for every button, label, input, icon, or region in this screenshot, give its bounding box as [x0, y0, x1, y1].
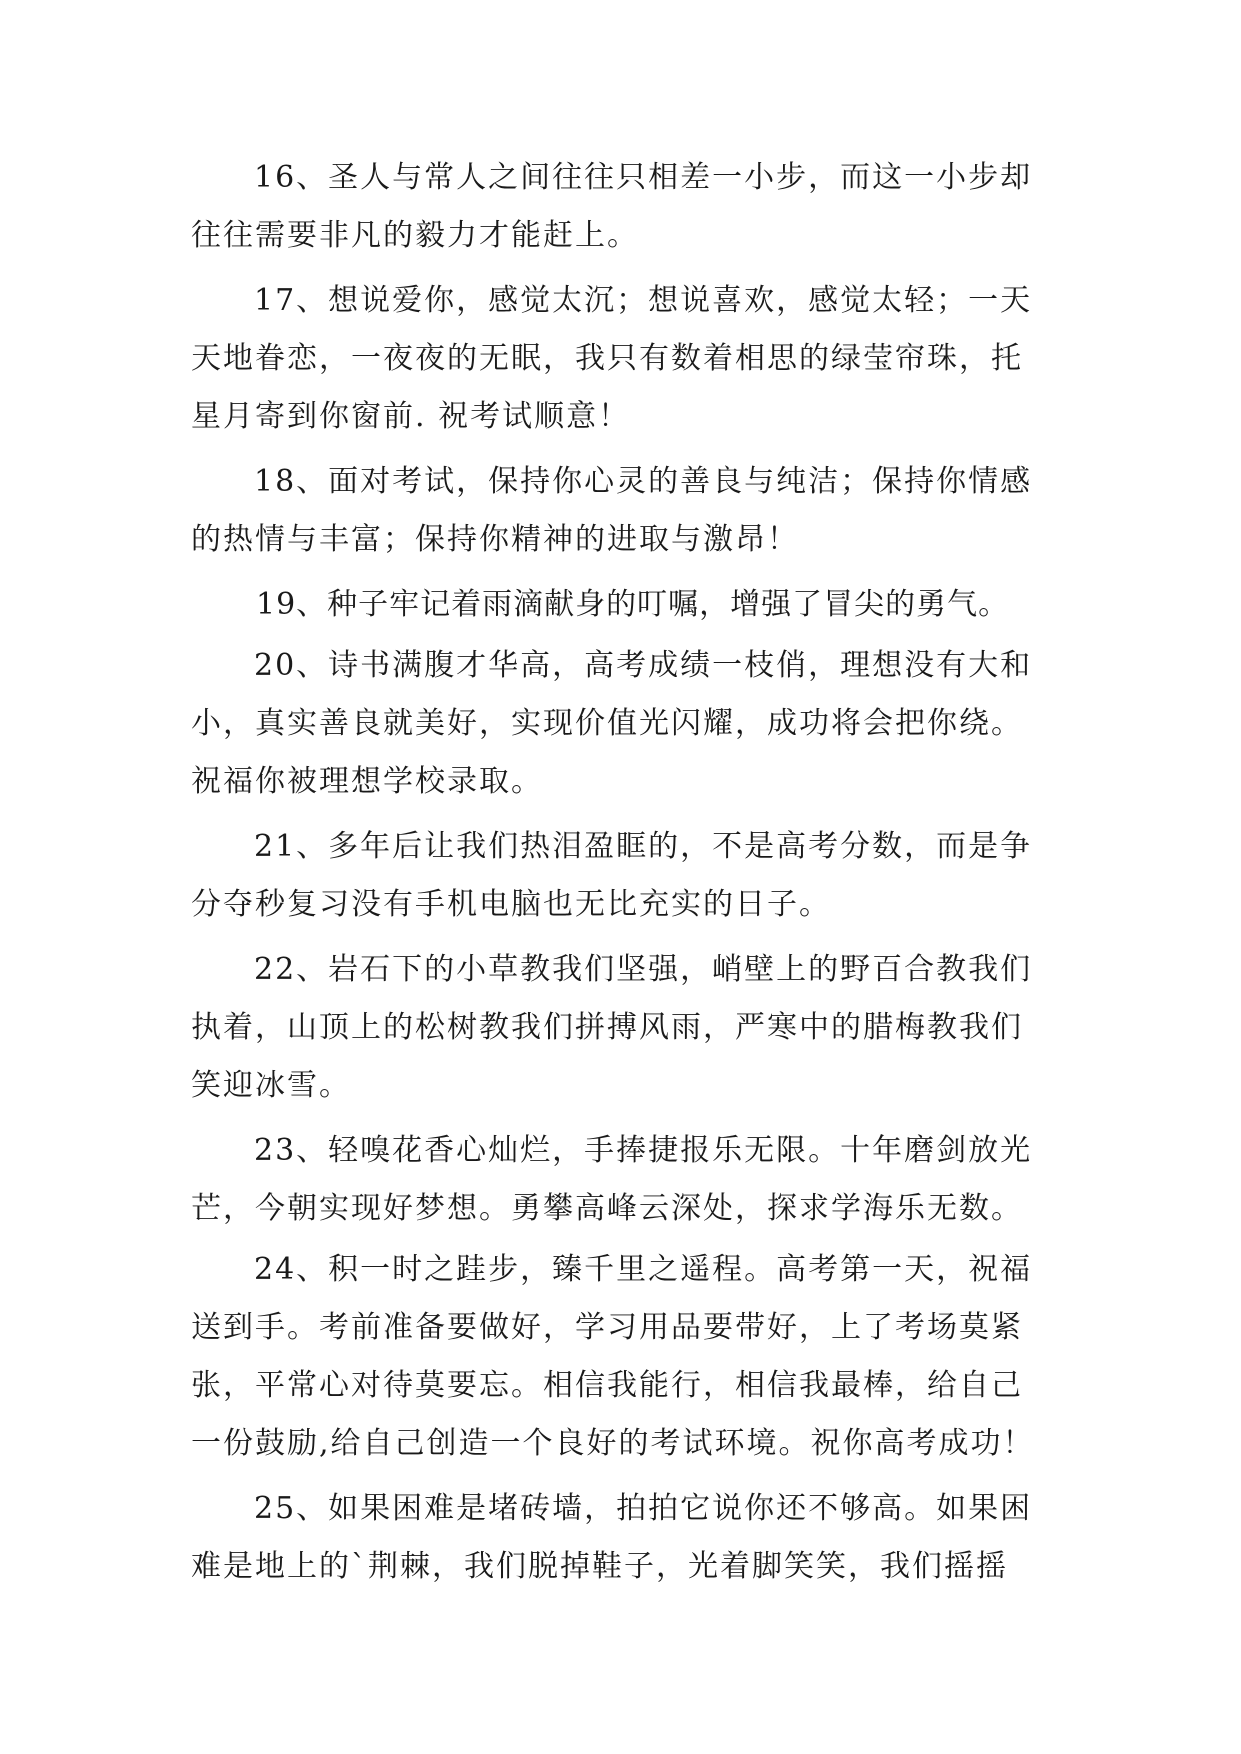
paragraph-21-line-1: 21、多年后让我们热泪盈眶的，不是高考分数，而是争	[254, 829, 1033, 864]
paragraph-16-line-2: 往往需要非凡的毅力才能赶上。	[191, 218, 639, 253]
paragraph-19-line-1: 19、种子牢记着雨滴献身的叮嘱，增强了冒尖的勇气。	[256, 587, 1010, 622]
paragraph-25-line-2: 难是地上的`荆棘，我们脱掉鞋子，光着脚笑笑，我们摇摇	[191, 1549, 1008, 1584]
paragraph-24-line-1: 24、积一时之跬步，臻千里之遥程。高考第一天，祝福	[254, 1252, 1033, 1287]
paragraph-23-line-1: 23、轻嗅花香心灿烂，手捧捷报乐无限。十年磨剑放光	[254, 1133, 1033, 1168]
paragraph-22-line-1: 22、岩石下的小草教我们坚强，峭壁上的野百合教我们	[254, 952, 1033, 987]
paragraph-24-line-2: 送到手。考前准备要做好，学习用品要带好，上了考场莫紧	[191, 1310, 1023, 1345]
paragraph-17-line-3: 星月寄到你窗前. 祝考试顺意！	[191, 399, 631, 434]
paragraph-20-line-3: 祝福你被理想学校录取。	[191, 764, 543, 799]
document-body	[191, 160, 1051, 1585]
paragraph-20-line-1: 20、诗书满腹才华高，高考成绩一枝俏，理想没有大和	[254, 648, 1033, 683]
paragraph-23-line-2: 芒，今朝实现好梦想。勇攀高峰云深处，探求学海乐无数。	[191, 1191, 1023, 1226]
paragraph-22-line-2: 执着，山顶上的松树教我们拼搏风雨，严寒中的腊梅教我们	[191, 1010, 1023, 1045]
paragraph-21-line-2: 分夺秒复习没有手机电脑也无比充实的日子。	[191, 887, 831, 922]
paragraph-17-line-1: 17、想说爱你，感觉太沉；想说喜欢，感觉太轻；一天	[254, 283, 1033, 318]
paragraph-18-line-1: 18、面对考试，保持你心灵的善良与纯洁；保持你情感	[254, 464, 1033, 499]
paragraph-20-line-2: 小，真实善良就美好，实现价值光闪耀，成功将会把你绕。	[191, 706, 1023, 741]
paragraph-17-line-2: 天地眷恋，一夜夜的无眠，我只有数着相思的绿莹帘珠，托	[191, 341, 1023, 376]
paragraph-16-line-1: 16、圣人与常人之间往往只相差一小步，而这一小步却	[254, 160, 1033, 195]
paragraph-25-line-1: 25、如果困难是堵砖墙，拍拍它说你还不够高。如果困	[254, 1491, 1033, 1526]
paragraph-24-line-3: 张，平常心对待莫要忘。相信我能行，相信我最棒，给自己	[191, 1368, 1023, 1403]
paragraph-24-line-4: 一份鼓励,给自己创造一个良好的考试环境。祝你高考成功！	[191, 1426, 1035, 1461]
paragraph-18-line-2: 的热情与丰富；保持你精神的进取与激昂！	[191, 522, 799, 557]
paragraph-22-line-3: 笑迎冰雪。	[191, 1068, 351, 1103]
